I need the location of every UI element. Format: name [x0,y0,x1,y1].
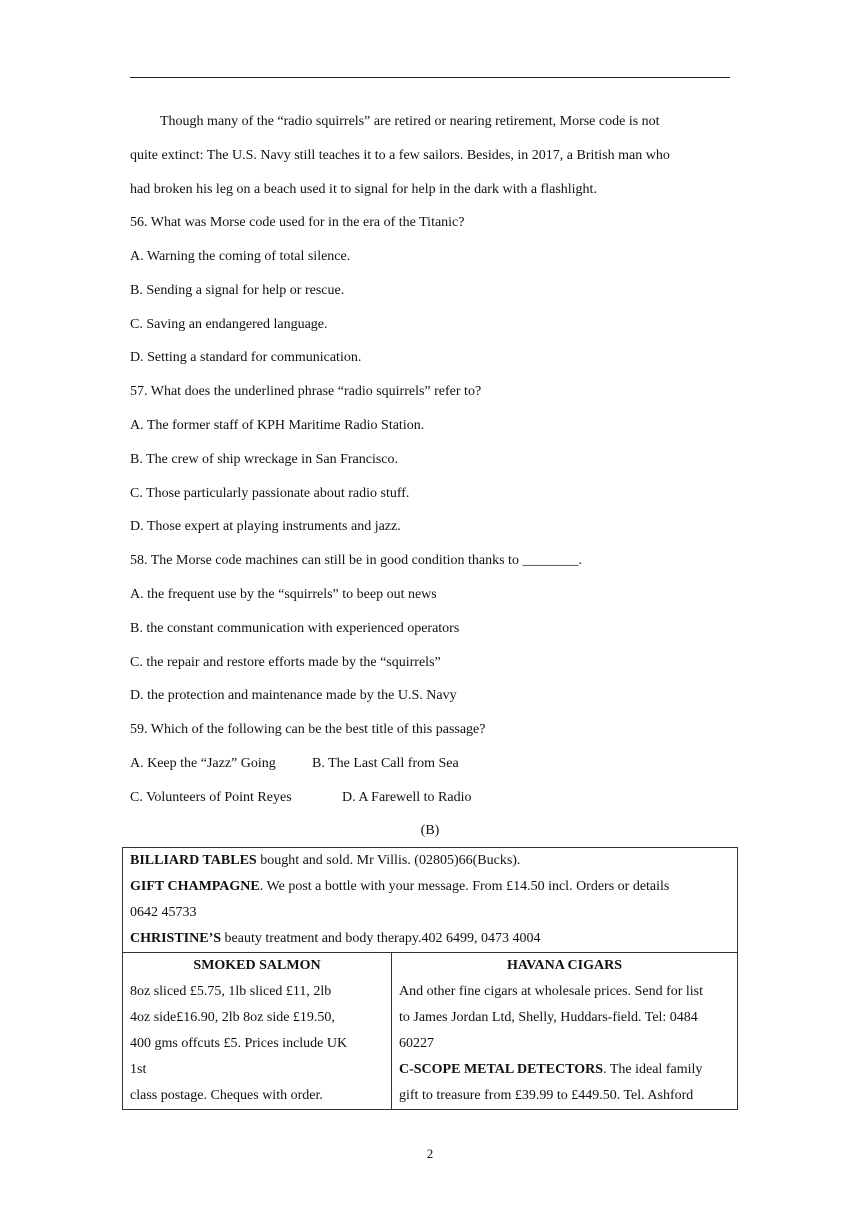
ad-salmon-line: 1st [130,1062,147,1077]
question-59-option-b: B. The Last Call from Sea [312,756,459,771]
question-58-option-c: C. the repair and restore efforts made by the “squirrels” [130,655,441,670]
ad-christine [130,926,730,952]
question-58-option-a: A. the frequent use by the “squirrels” to beep out news [130,587,437,602]
section-label: (B) [420,823,440,838]
question-57-option-a: A. The former staff of KPH Maritime Radio Station. [130,418,425,433]
ad-billiard-title: BILLIARD TABLES [130,853,257,868]
ad-salmon-line: 4oz side£16.90, 2lb 8oz side £19.50, [130,1010,335,1025]
question-56-stem: 56. What was Morse code used for in the era of the Titanic? [130,215,465,230]
ad-salmon-cell [123,953,392,1110]
ad-salmon-line: 8oz sliced £5.75, 1lb sliced £11, 2lb [130,984,332,999]
question-56-option-a: A. Warning the coming of total silence. [130,249,351,264]
paragraph-line: Though many of the “radio squirrels” are retired or nearing retirement, Morse code is not [160,114,660,129]
question-57-option-c: C. Those particularly passionate about radio stuff. [130,486,410,501]
question-59-option-a: A. Keep the “Jazz” Going [130,756,276,771]
question-59-option-d: D. A Farewell to Radio [342,790,472,805]
question-57-option-b: B. The crew of ship wreckage in San Francisco. [130,452,398,467]
paragraph-line: quite extinct: The U.S. Navy still teaches it to a few sailors. Besides, in 2017, a British man who [130,148,670,163]
ad-cigars-line: And other fine cigars at wholesale prices. Send for list [399,984,704,999]
ad-champagne-text: . We post a bottle with your message. From £14.50 incl. Orders or details [259,879,670,894]
question-59-option-c: C. Volunteers of Point Reyes [130,790,292,805]
question-56-option-d: D. Setting a standard for communication. [130,350,362,365]
question-58-option-b: B. the constant communication with experienced operators [130,621,460,636]
ad-detectors [399,1057,730,1083]
ad-salmon-line: class postage. Cheques with order. [130,1088,323,1103]
ad-billiard-text: bought and sold. Mr Villis. (02805)66(Bucks). [256,853,521,868]
ad-christine-text: beauty treatment and body therapy.402 6499, 0473 4004 [221,931,541,946]
ad-cigars-title: HAVANA CIGARS [506,958,622,973]
ads-top-cell [123,848,738,953]
question-59-stem: 59. Which of the following can be the best title of this passage? [130,722,486,737]
question-58-stem: 58. The Morse code machines can still be in good condition thanks to ________. [130,553,582,568]
page-number: 2 [426,1146,434,1161]
ad-detectors-text: . The ideal family [603,1062,703,1077]
ad-champagne [130,874,730,900]
ads-table [122,847,738,1110]
ad-salmon-line: 400 gms offcuts £5. Prices include UK [130,1036,348,1051]
ad-detectors-line: gift to treasure from £39.99 to £449.50. Tel. Ashford [399,1088,694,1103]
ad-cigars-cell [392,953,738,1110]
question-58-option-d: D. the protection and maintenance made by the U.S. Navy [130,688,457,703]
ad-champagne-title: GIFT CHAMPAGNE [130,879,260,894]
question-56-option-b: B. Sending a signal for help or rescue. [130,283,345,298]
question-57-option-d: D. Those expert at playing instruments and jazz. [130,519,401,534]
header-rule [130,77,730,78]
paragraph-line: had broken his leg on a beach used it to signal for help in the dark with a flashlight. [130,182,597,197]
ad-detectors-title: C-SCOPE METAL DETECTORS [399,1062,604,1077]
question-57-stem: 57. What does the underlined phrase “radio squirrels” refer to? [130,384,482,399]
ad-christine-title: CHRISTINE’S [130,931,222,946]
ad-cigars-line: to James Jordan Ltd, Shelly, Huddars-field. Tel: 0484 [399,1010,698,1025]
ad-cigars-line: 60227 [399,1036,434,1051]
ad-salmon-title: SMOKED SALMON [193,958,321,973]
ad-champagne-phone: 0642 45733 [130,905,197,920]
ad-billiard [130,848,730,874]
question-56-option-c: C. Saving an endangered language. [130,317,328,332]
